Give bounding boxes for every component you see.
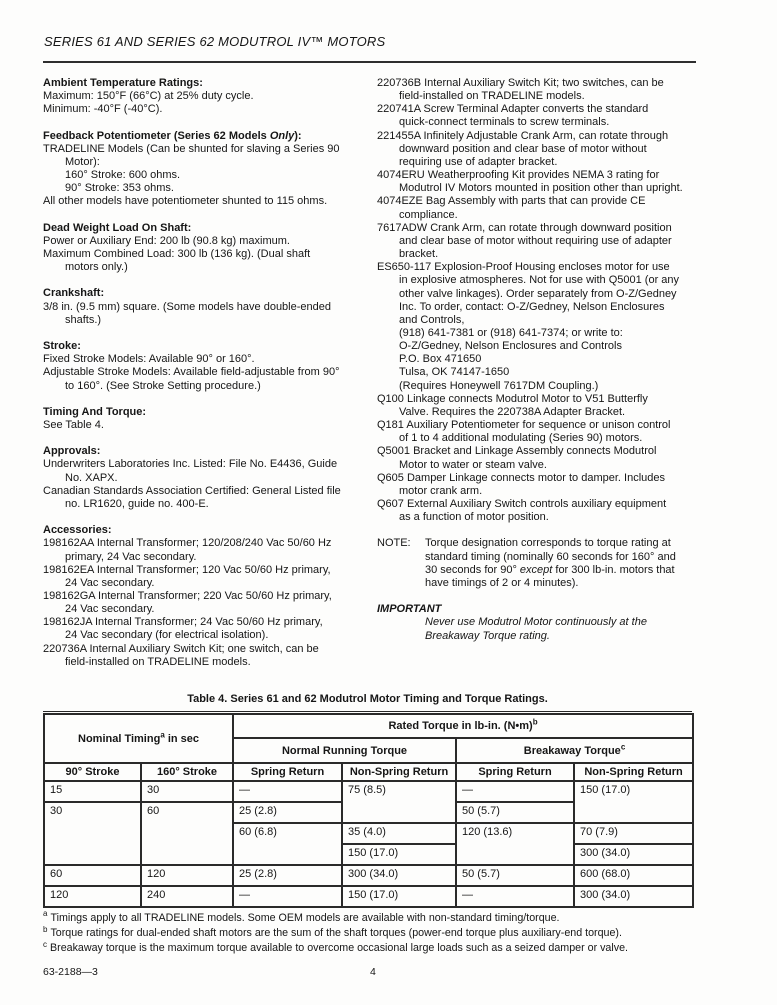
col-header-160-stroke: 160° Stroke [141,763,233,781]
table-cell: 120 [44,886,141,907]
text-line: standard timing (nominally 60 seconds for 160° and [425,550,676,563]
page-footer [43,966,696,978]
text-line: 220736B Internal Auxiliary Switch Kit; two switches, can be [377,77,664,89]
text-line: and clear base of motor without requiring use of adapter [399,234,672,247]
col-group-nominal-timing [44,714,233,763]
text-line: Q5001 Bracket and Linkage Assembly connects Modutrol [377,445,657,458]
table-cell: 150 (17.0) [342,886,456,907]
text-line: quick-connect terminals to screw terminals. [399,116,610,129]
text-line: Dead Weight Load On Shaft: [43,221,192,234]
footnote-ref-c: c [620,741,626,751]
col-group-breakaway-torque [456,738,693,763]
text-line: shafts.) [65,313,102,326]
text-line [43,327,373,340]
text-line: of 1 to 4 additional modulating (Series 90) motors. [399,432,643,445]
text-line: bracket. [399,248,439,261]
table-title: Table 4. Series 61 and 62 Modutrol Motor Timing and Torque Ratings. [187,693,548,705]
text-line: Canadian Standards Association Certified: General Listed file [43,484,341,497]
text-line: primary, 24 Vac secondary. [65,550,197,563]
text-line: and Controls, [399,313,465,326]
text-line: Ambient Temperature Ratings: [43,77,203,89]
text-line: Q181 Auxiliary Potentiometer for sequence or unison control [377,419,671,432]
header-text: Breakaway Torque [523,744,621,757]
text-line: 160° Stroke: 600 ohms. [65,169,181,182]
table-cell: 240 [141,886,233,907]
table-cell: 120 (13.6) [456,823,574,865]
text-line: 198162AA Internal Transformer; 120/208/240 Vac 50/60 Hz [43,537,332,550]
text-line: 3/8 in. (9.5 mm) square. (Some models have double-ended [43,300,331,313]
table-cell: 30 [44,802,141,865]
text-line: P.O. Box 471650 [399,353,482,366]
header-text: Nominal Timing [78,732,161,745]
text-line: ES650-117 Explosion-Proof Housing encloses motor for use [377,261,670,274]
text-line: Motor to water or steam valve. [399,458,547,471]
text-line [377,537,703,550]
col-group-normal-running-torque [233,738,456,763]
text-line: no. LR1620, guide no. 400-E. [65,497,209,510]
table-cell: 25 (2.8) [233,802,342,823]
text-line: 24 Vac secondary. [65,576,155,589]
table-cell: — [233,781,342,802]
table-cell: 75 (8.5) [342,781,456,823]
text-line: Inc. To order, contact: O-Z/Gedney, Nelson Enclosures [399,300,665,313]
table-cell: 50 (5.7) [456,802,574,823]
text-line: field-installed on TRADELINE models. [65,655,251,668]
text-line: Timing And Torque: [43,405,147,418]
text-line: Maximum: 150°F (66°C) at 25% duty cycle. [43,90,254,103]
text-segment: NOTE: [377,537,411,550]
text-line: Adjustable Stroke Models: Available field-adjustable from 90° [43,366,340,379]
text-line: 220736A Internal Auxiliary Switch Kit; one switch, can be [43,642,319,655]
table-cell: 120 [141,865,233,886]
text-line: 4074EZE Bag Assembly with parts that can provide CE [377,195,646,208]
text-line [43,116,373,129]
col-group-rated-torque [233,714,693,738]
text-segment: Feedback Potentiometer (Series 62 Models [43,129,270,142]
text-line: Accessories: [43,524,112,537]
header-text: in sec [164,732,200,745]
text-line: 198162GA Internal Transformer; 220 Vac 50/60 Hz primary, [43,589,332,602]
text-line: IMPORTANT [377,603,442,616]
footer-page-number: 4 [370,966,376,978]
table-cell: 70 (7.9) [574,823,693,844]
timing-torque-table-block [43,693,692,957]
table-top-rule [43,711,692,712]
text-line: All other models have potentiometer shunted to 115 ohms. [43,195,328,208]
text-line: Maximum Combined Load: 300 lb (136 kg). (Dual shaft [43,248,311,260]
text-line: 221455A Infinitely Adjustable Crank Arm, can rotate through [377,129,669,142]
text-line: Minimum: -40°F (-40°C). [43,103,163,116]
col-header-spring-return-breakaway: Spring Return [456,763,574,781]
table-footnotes [43,911,692,957]
text-line: requiring use of adapter bracket. [399,155,558,168]
table-cell: 35 (4.0) [342,823,456,844]
text-line: Crankshaft: [43,287,105,300]
page-title: SERIES 61 AND SERIES 62 MODUTROL IV™ MOTORS [44,34,386,49]
table-cell: — [456,886,574,907]
text-line: compliance. [399,208,458,221]
text-segment: Torque designation corresponds to torque rating at [425,537,671,550]
text-segment: Only [269,129,295,142]
table-cell: 150 (17.0) [574,781,693,823]
text-line [43,432,373,445]
text-line: 4074ERU Weatherproofing Kit provides NEMA 3 rating for [377,169,660,182]
text-segment: 30 seconds for 90° [425,563,520,576]
table-body [44,781,693,907]
table-cell: 150 (17.0) [342,844,456,865]
right-column [377,77,703,643]
footnote-text: Torque ratings for dual-ended shaft motors are the sum of the shaft torques (power-end torque plus auxiliary-end torque). [50,927,622,940]
table-cell: 300 (34.0) [574,844,693,865]
text-line: other valve linkages). Order separately from O-Z/Gedney [399,287,677,300]
table-cell: 60 [141,802,233,865]
table-cell: 25 (2.8) [233,865,342,886]
header-text: Normal Running Torque [281,744,408,757]
timing-torque-table [43,713,694,908]
text-line: (918) 641-7381 or (918) 641-7374; or write to: [399,326,623,339]
col-header-90-stroke: 90° Stroke [44,763,141,781]
text-line [377,590,703,603]
text-line: in explosive atmospheres. Not for use with Q5001 (or any [399,274,680,287]
text-line [43,511,373,524]
table-cell: 60 (6.8) [233,823,342,865]
text-line: Stroke: [43,340,81,353]
footnote-c [43,941,692,956]
text-segment: for 300 lb-in. motors that [552,563,675,576]
text-line: field-installed on TRADELINE models. [399,90,585,103]
footnote-text: Timings apply to all TRADELINE models. Some OEM models are available with non-standard timing/torque. [50,912,560,924]
text-line: Power or Auxiliary End: 200 lb (90.8 kg) maximum. [43,234,290,247]
text-line: downward position and clear base of motor without [399,142,647,155]
col-header-spring-return-running: Spring Return [233,763,342,781]
text-line: 24 Vac secondary (for electrical isolation). [65,629,269,642]
text-line: Q605 Damper Linkage connects motor to damper. Includes [377,471,665,484]
text-line: as a function of motor position. [399,511,549,524]
text-line: Valve. Requires the 220738A Adapter Bracket. [399,405,626,418]
text-line: TRADELINE Models (Can be shunted for slaving a Series 90 [43,142,340,155]
text-line: 198162EA Internal Transformer; 120 Vac 50/60 Hz primary, [43,563,331,576]
col-header-non-spring-return-running: Non-Spring Return [342,763,456,781]
text-line: (Requires Honeywell 7617DM Coupling.) [399,379,599,392]
header-rule [43,61,696,63]
table-cell: 30 [141,781,233,802]
footnote-ref-a: a [160,729,165,739]
text-line: No. XAPX. [65,471,118,484]
text-line [43,209,373,222]
text-line: motor crank arm. [399,484,483,497]
header-text: Rated Torque in lb-in. (N•m) [388,720,533,732]
text-line: Fixed Stroke Models: Available 90° or 160°. [43,353,255,366]
text-line [43,130,373,143]
text-line: Modutrol IV Motors mounted in position other than upright. [399,182,683,195]
text-line: Breakaway Torque rating. [425,629,550,642]
footnote-b [43,926,692,941]
table-cell: — [456,781,574,802]
text-line: 220741A Screw Terminal Adapter converts the standard [377,103,649,116]
footnote-ref-b: b [532,717,538,727]
text-line: Tulsa, OK 74147-1650 [399,366,510,379]
text-line: 198162JA Internal Transformer; 24 Vac 50/60 Hz primary, [43,616,323,629]
text-line: to 160°. (See Stroke Setting procedure.) [65,379,261,392]
text-line: Q100 Linkage connects Modutrol Motor to V51 Butterfly [377,392,648,405]
text-line: Q607 External Auxiliary Switch controls auxiliary equipment [377,498,667,510]
table-cell: 600 (68.0) [574,865,693,886]
text-line [43,274,373,287]
text-line: Approvals: [43,445,101,458]
text-line: motors only.) [65,261,128,274]
text-segment: ): [294,129,302,142]
text-line: 90° Stroke: 353 ohms. [65,182,174,195]
text-line: 7617ADW Crank Arm, can rotate through downward position [377,221,672,234]
text-line: Motor): [65,155,100,168]
footnote-marker: a [43,909,48,919]
footnote-marker: c [43,939,47,949]
col-header-non-spring-return-breakaway: Non-Spring Return [574,763,693,781]
table-cell: 300 (34.0) [574,886,693,907]
table-cell: — [233,886,342,907]
footnote-a [43,911,692,926]
footnote-text: Breakaway torque is the maximum torque available to overcome occasional large loads such as a seized damper or valve. [50,942,629,955]
text-line: Never use Modutrol Motor continuously at the [425,616,647,629]
footer-doc-number: 63-2188—3 [43,966,98,978]
table-cell: 50 (5.7) [456,865,574,886]
table-cell: 60 [44,865,141,886]
table-cell: 15 [44,781,141,802]
text-line: O-Z/Gedney, Nelson Enclosures and Controls [399,340,622,353]
left-column [43,77,373,669]
text-line: See Table 4. [43,418,104,431]
text-line: 24 Vac secondary. [65,603,155,616]
text-line: Underwriters Laboratories Inc. Listed: File No. E4436, Guide [43,458,338,471]
text-line: have timings of 2 or 4 minutes). [425,576,579,589]
text-line [43,393,373,406]
text-line [377,524,703,537]
text-line [377,564,703,577]
text-segment: except [519,563,553,576]
footnote-marker: b [43,924,48,934]
table-cell: 300 (34.0) [342,865,456,886]
